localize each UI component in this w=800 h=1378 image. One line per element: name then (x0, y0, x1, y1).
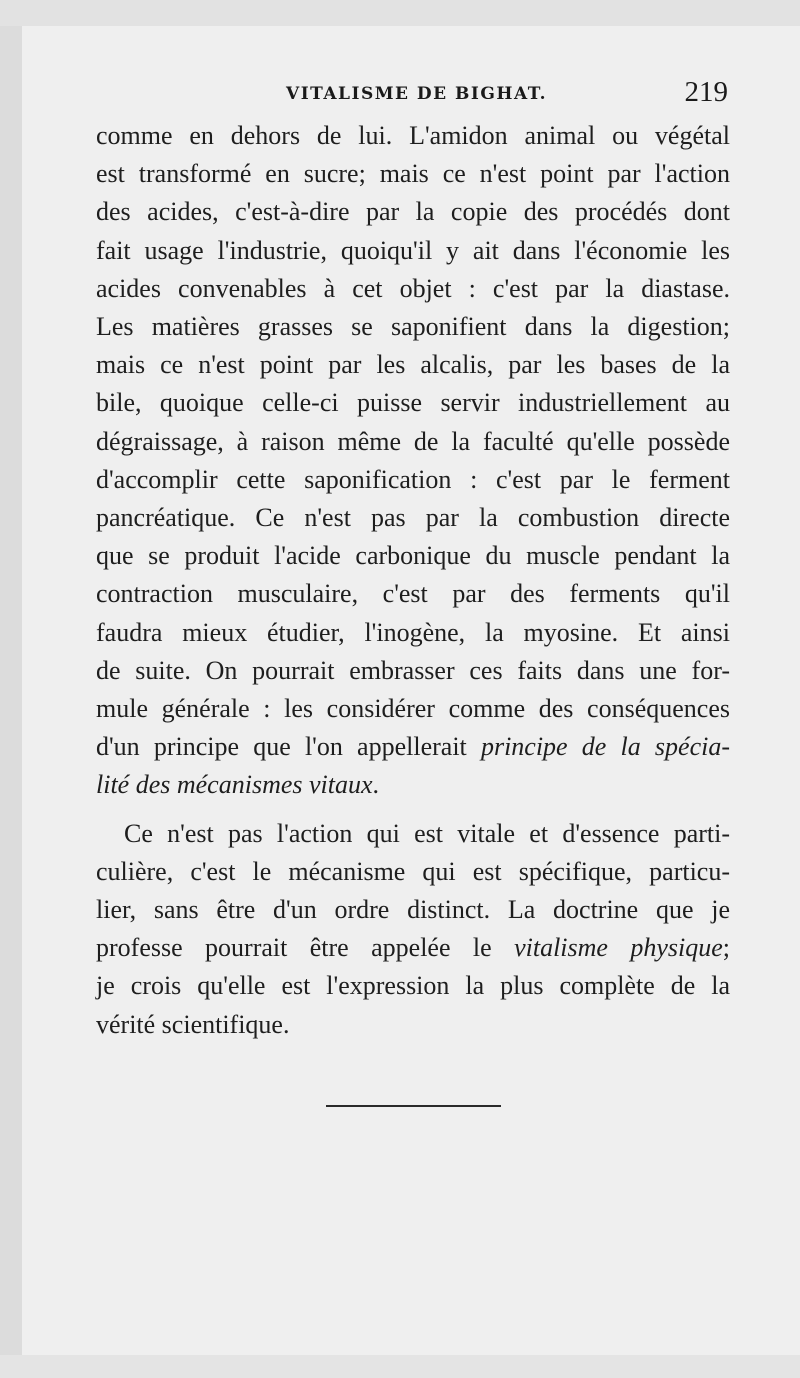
text-line: d'un principe que l'on appellerait principe de la spécia- (96, 732, 730, 762)
text-line: lier, sans être d'un ordre distinct. La doctrine que je (96, 895, 730, 925)
text-line: lité des mécanismes vitaux. (96, 770, 380, 800)
text-line: Ce n'est pas l'action qui est vitale et d'essence parti- (124, 818, 730, 848)
italic-term: lité des mécanismes vitaux (96, 770, 373, 800)
text-line: mais ce n'est point par les alcalis, par les bases de la (96, 350, 730, 380)
text-line: contraction musculaire, c'est par des ferments qu'il (96, 579, 730, 609)
text-line: dégraissage, à raison même de la faculté qu'elle possède (96, 426, 730, 456)
text-line: vérité scientifique. (96, 1009, 290, 1039)
running-title: VITALISME DE BIGHAT. (286, 84, 548, 104)
text-line: pancréatique. Ce n'est pas par la combustion directe (96, 503, 730, 533)
text-line: comme en dehors de lui. L'amidon animal ou végétal (96, 121, 730, 150)
text-line: culière, c'est le mécanisme qui est spécifique, particu- (96, 856, 730, 886)
page-bottom-shadow (0, 1355, 800, 1378)
page-number: 219 (684, 76, 728, 108)
text-line: faudra mieux étudier, l'inogène, la myosine. Et ainsi (96, 617, 730, 647)
text-line: mule générale : les considérer comme des conséquences (96, 694, 730, 724)
text-line: je crois qu'elle est l'expression la plus complète de la (96, 971, 730, 1001)
text-line: est transformé en sucre; mais ce n'est point par l'action (96, 159, 730, 189)
text-line: Les matières grasses se saponifient dans la digestion; (96, 312, 730, 342)
paragraph-1 (96, 117, 730, 805)
page-top-shadow (0, 0, 800, 26)
paragraph-2 (96, 815, 730, 1044)
italic-term: principe de la spécia- (480, 732, 730, 762)
text-line: acides convenables à cet objet : c'est par la diastase. (96, 273, 730, 303)
text-line: bile, quoique celle-ci puisse servir industriellement au (96, 388, 730, 418)
italic-term: vitalisme physique (514, 933, 723, 963)
text-line: professe pourrait être appelée le vitalisme physique; (96, 933, 731, 963)
text-line: des acides, c'est-à-dire par la copie des procédés dont (96, 197, 730, 227)
page-edge-shadow (0, 0, 22, 1378)
text-line: de suite. On pourrait embrasser ces faits dans une for- (96, 655, 730, 685)
body-text (96, 117, 730, 1044)
section-divider-rule (326, 1105, 501, 1107)
text-line: fait usage l'industrie, quoiqu'il y ait dans l'économie les (96, 235, 730, 265)
text-line: d'accomplir cette saponification : c'est par le ferment (96, 464, 730, 494)
page-header (96, 72, 730, 112)
text-line: que se produit l'acide carbonique du muscle pendant la (96, 541, 730, 571)
